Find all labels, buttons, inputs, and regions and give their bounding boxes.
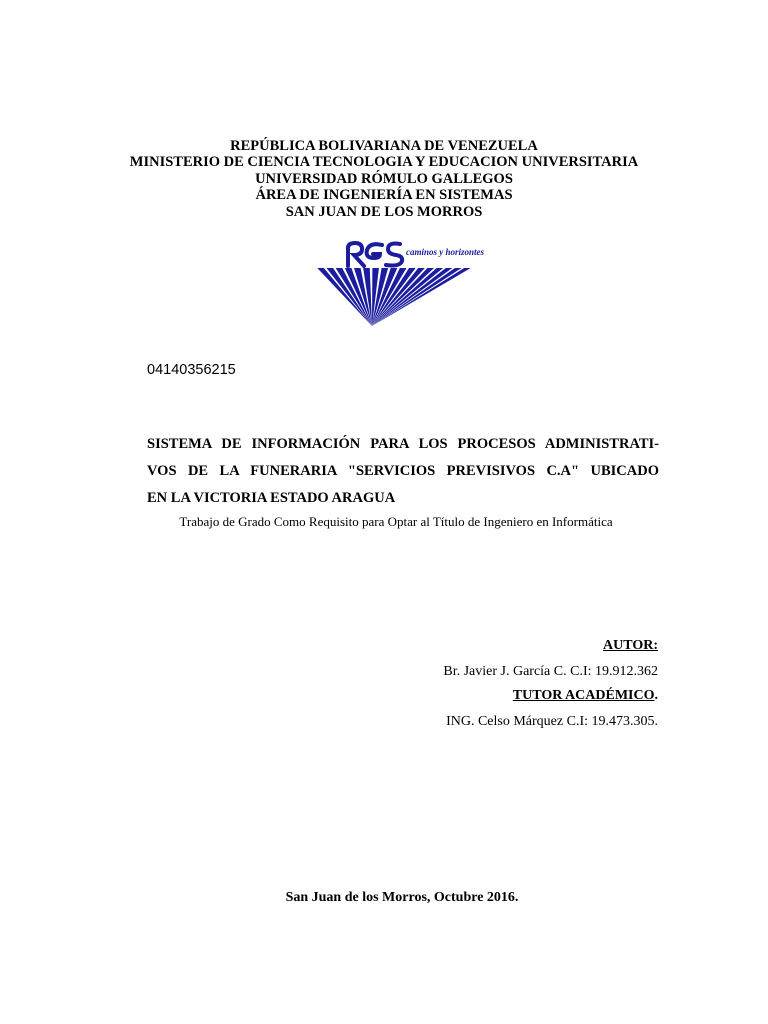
thesis-title-line-2: VOS DE LA FUNERARIA "SERVICIOS PREVISIVOS C.A" UBICADO [147, 463, 659, 479]
header-area: ÁREA DE INGENIERÍA EN SISTEMAS [255, 187, 513, 203]
author-name: Br. Javier J. García C. C.I: 19.912.362 [443, 664, 658, 679]
university-logo [300, 236, 490, 328]
header-university: UNIVERSIDAD RÓMULO GALLEGOS [255, 171, 513, 187]
header-city: SAN JUAN DE LOS MORROS [285, 204, 483, 220]
header-country: REPÚBLICA BOLIVARIANA DE VENEZUELA [230, 138, 538, 154]
logo-text: caminos y horizontes [406, 247, 485, 257]
tutor-name: ING. Celso Márquez C.I: 19.473.305. [446, 714, 658, 729]
thesis-title-line-1: SISTEMA DE INFORMACIÓN PARA LOS PROCESOS ADMINISTRATI- [147, 436, 659, 452]
logo-monogram [348, 243, 402, 266]
header-ministry: MINISTERIO DE CIENCIA TECNOLOGIA Y EDUCACION UNIVERSITARIA [129, 154, 639, 170]
tutor-heading [513, 687, 658, 705]
thesis-subtitle: Trabajo de Grado Como Requisito para Optar al Título de Ingeniero en Informática [179, 514, 613, 529]
logo-rays [317, 268, 470, 326]
tutor-label-period: . [654, 688, 658, 703]
tutor-label: TUTOR ACADÉMICO [512, 688, 655, 703]
place-and-date: San Juan de los Morros, Octubre 2016. [285, 890, 519, 905]
phone-number: 04140356215 [147, 362, 236, 378]
author-label: AUTOR: [603, 638, 658, 653]
thesis-title-line-3: EN LA VICTORIA ESTADO ARAGUA [147, 490, 396, 506]
